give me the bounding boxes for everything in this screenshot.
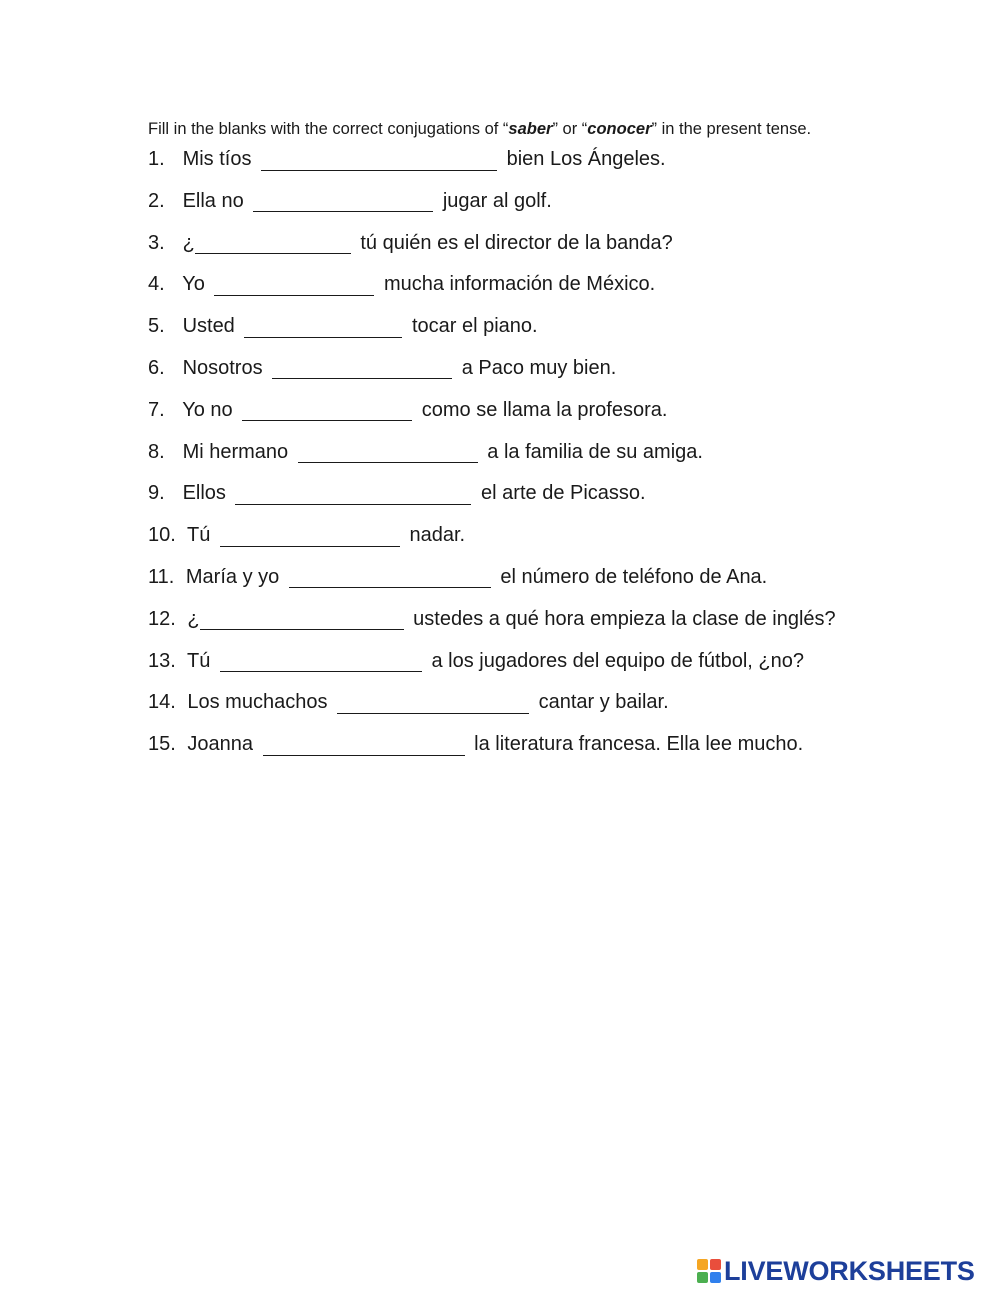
question-text-before: Usted (182, 315, 235, 338)
answer-blank-11[interactable] (289, 567, 491, 588)
instructions-middle: ” or “ (552, 120, 588, 138)
logo-text: LIVEWORKSHEETS (724, 1256, 975, 1286)
question-6 (148, 355, 948, 397)
logo-block-4 (710, 1272, 721, 1283)
answer-blank-9[interactable] (235, 484, 471, 505)
question-number: 7. (148, 398, 165, 421)
question-text-after: a los jugadores del equipo de fútbol, ¿no? (431, 649, 804, 672)
question-text-after: el número de teléfono de Ana. (500, 565, 768, 588)
instructions (148, 118, 948, 140)
liveworksheets-logo[interactable] (697, 1256, 975, 1286)
answer-blank-7[interactable] (242, 400, 412, 421)
question-number: 1. (148, 148, 165, 170)
question-text-before: Ella no (182, 189, 244, 212)
question-text-after: bien Los Ángeles. (506, 148, 666, 170)
question-text-after: cantar y bailar. (538, 691, 669, 714)
question-text-before: Tú (187, 649, 211, 672)
question-12 (148, 606, 948, 648)
question-text-before: ¿ (182, 231, 195, 254)
question-text-after: jugar al golf. (442, 189, 552, 212)
question-1 (148, 146, 948, 188)
answer-blank-13[interactable] (220, 651, 422, 672)
question-number: 5. (148, 315, 165, 338)
question-number: 9. (148, 482, 165, 505)
question-number: 6. (148, 356, 165, 379)
question-number: 3. (148, 231, 165, 254)
question-text-before: Tú (187, 524, 211, 547)
question-text-before: Mis tíos (182, 148, 252, 170)
answer-blank-15[interactable] (263, 735, 465, 756)
question-text-after: tú quién es el director de la banda? (360, 231, 673, 254)
question-number: 11. (148, 565, 175, 588)
question-text-after: como se llama la profesora. (421, 398, 668, 421)
question-number: 13. (148, 649, 176, 672)
question-13 (148, 648, 948, 690)
question-3 (148, 230, 948, 272)
answer-blank-10[interactable] (220, 526, 400, 547)
question-5 (148, 313, 948, 355)
question-text-before: ¿ (187, 607, 200, 630)
question-text-before: Yo (182, 273, 205, 296)
answer-blank-12[interactable] (200, 609, 404, 630)
question-4 (148, 271, 948, 313)
answer-blank-3[interactable] (195, 233, 351, 254)
instructions-suffix: ” in the present tense. (651, 120, 812, 138)
question-text-after: la literatura francesa. Ella lee mucho. (474, 733, 804, 756)
question-text-before: María y yo (185, 565, 280, 588)
question-text-before: Joanna (187, 733, 253, 756)
question-8 (148, 439, 948, 481)
question-text-before: Los muchachos (187, 691, 328, 714)
instructions-word-saber: saber (508, 120, 553, 138)
question-text-after: tocar el piano. (411, 315, 538, 338)
question-7 (148, 397, 948, 439)
question-text-after: el arte de Picasso. (481, 482, 646, 505)
question-text-after: a la familia de su amiga. (487, 440, 703, 463)
question-text-after: mucha información de México. (383, 273, 656, 296)
instructions-prefix: Fill in the blanks with the correct conjugations of “ (148, 120, 509, 138)
answer-blank-4[interactable] (214, 275, 374, 296)
worksheet (148, 118, 948, 773)
answer-blank-1[interactable] (261, 150, 497, 171)
question-number: 15. (148, 733, 176, 756)
question-text-before: Ellos (182, 482, 226, 505)
question-number: 10. (148, 524, 176, 547)
logo-block-2 (710, 1259, 721, 1270)
question-number: 14. (148, 691, 176, 714)
question-number: 2. (148, 189, 165, 212)
question-text-after: a Paco muy bien. (461, 356, 617, 379)
question-10 (148, 522, 948, 564)
answer-blank-2[interactable] (253, 191, 433, 212)
question-2 (148, 188, 948, 230)
question-number: 12. (148, 607, 176, 630)
question-number: 8. (148, 440, 165, 463)
answer-blank-5[interactable] (244, 317, 402, 338)
question-text-before: Yo no (182, 398, 233, 421)
question-text-after: ustedes a qué hora empieza la clase de inglés? (413, 607, 836, 630)
question-15 (148, 731, 948, 773)
question-text-after: nadar. (409, 524, 466, 547)
question-number: 4. (148, 273, 165, 296)
question-14 (148, 689, 948, 731)
instructions-word-conocer: conocer (587, 120, 652, 138)
answer-blank-14[interactable] (337, 693, 529, 714)
logo-block-1 (697, 1259, 708, 1270)
question-text-before: Mi hermano (182, 440, 289, 463)
logo-blocks-icon (697, 1259, 721, 1283)
answer-blank-6[interactable] (272, 358, 452, 379)
question-11 (148, 564, 948, 606)
logo-block-3 (697, 1272, 708, 1283)
question-9 (148, 480, 948, 522)
answer-blank-8[interactable] (298, 442, 478, 463)
question-text-before: Nosotros (182, 356, 263, 379)
